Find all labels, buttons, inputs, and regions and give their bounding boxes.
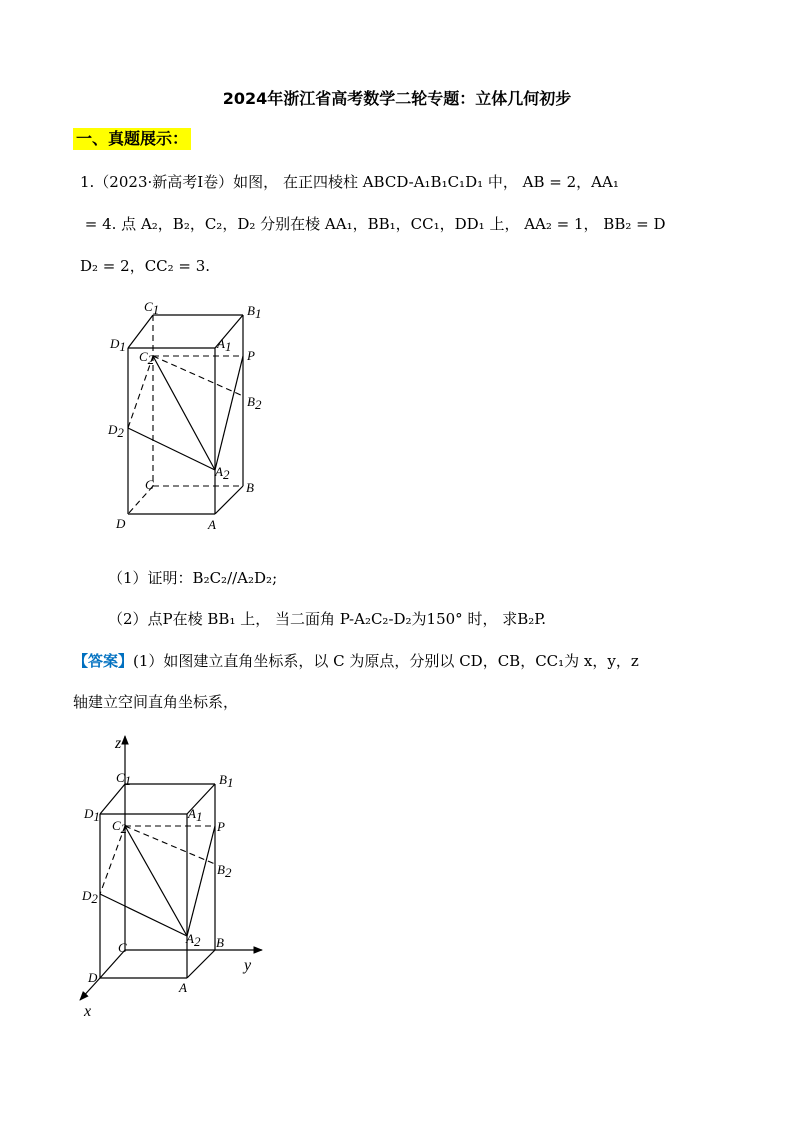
prism-figure-1 (108, 296, 278, 536)
prism-figure-2 (80, 730, 280, 1020)
axis-label-z: z (115, 735, 122, 752)
label-c1: C1 (144, 299, 160, 317)
label-p: P (217, 819, 225, 834)
answer-text-1: (1）如图建立直角坐标系，以 C 为原点，分别以 CD，CB，CC₁为 x，y，z (133, 652, 639, 670)
label-p: P (247, 348, 255, 363)
label-c: C (145, 477, 154, 492)
label-b2: B2 (247, 394, 262, 412)
axis-label-x: x (84, 1003, 92, 1020)
question-2: （2）点P在棱 BB₁ 上， 当二面角 P-A₂C₂-D₂为150° 时， 求B₂P. (108, 610, 547, 628)
question-1: （1）证明：B₂C₂//A₂D₂; (108, 569, 278, 587)
section-heading: 一、真题展示： (73, 128, 191, 150)
label-c: C (118, 940, 127, 955)
axis-label-y: y (244, 957, 252, 974)
label-a2: A2 (186, 931, 201, 949)
label-c2: C2 (112, 818, 128, 836)
edge (100, 784, 125, 814)
problem-line-2: = 4. 点 A₂，B₂，C₂，D₂ 分别在棱 AA₁，BB₁，CC₁，DD₁ 上， AA₂ = 1， BB₂ = D (80, 215, 666, 233)
segment-a2-p (187, 826, 215, 936)
label-b: B (216, 935, 224, 950)
label-c1: C1 (116, 770, 132, 788)
edge (215, 486, 243, 514)
edge (187, 950, 215, 978)
hidden-edge (125, 826, 215, 864)
label-c2: C2 (139, 349, 155, 367)
label-a: A (179, 980, 187, 995)
answer-tag: 【答案】 (73, 652, 134, 670)
label-b2: B2 (217, 862, 232, 880)
label-a2: A2 (215, 464, 230, 482)
edge (128, 315, 153, 348)
segment-c2-a2 (153, 356, 215, 470)
label-b: B (246, 480, 254, 495)
label-d2: D2 (108, 422, 124, 440)
page-title: 2024年浙江省高考数学二轮专题：立体几何初步 (222, 89, 572, 108)
hidden-edge (153, 356, 243, 396)
label-b1: B1 (247, 303, 262, 321)
segment-a2-p (215, 356, 243, 470)
answer-line-1 (73, 651, 639, 671)
problem-line-3: D₂ = 2，CC₂ = 3. (80, 257, 211, 275)
label-a: A (208, 517, 216, 532)
segment-d2-a2 (100, 894, 187, 936)
label-d1: D1 (110, 336, 126, 354)
label-a1: A1 (188, 806, 203, 824)
problem-line-1: 1.（2023·新高考Ⅰ卷）如图， 在正四棱柱 ABCD-A₁B₁C₁D₁ 中， AB = 2，AA₁ (80, 173, 619, 191)
label-d1: D1 (84, 806, 100, 824)
label-d: D (88, 970, 98, 985)
label-d2: D2 (82, 888, 98, 906)
label-a1: A1 (217, 336, 232, 354)
label-d: D (116, 516, 126, 531)
answer-line-2: 轴建立空间直角坐标系， (73, 693, 239, 711)
label-b1: B1 (219, 772, 234, 790)
segment-c2-a2 (125, 826, 187, 936)
segment-d2-a2 (128, 428, 215, 470)
hidden-edge (100, 826, 125, 894)
